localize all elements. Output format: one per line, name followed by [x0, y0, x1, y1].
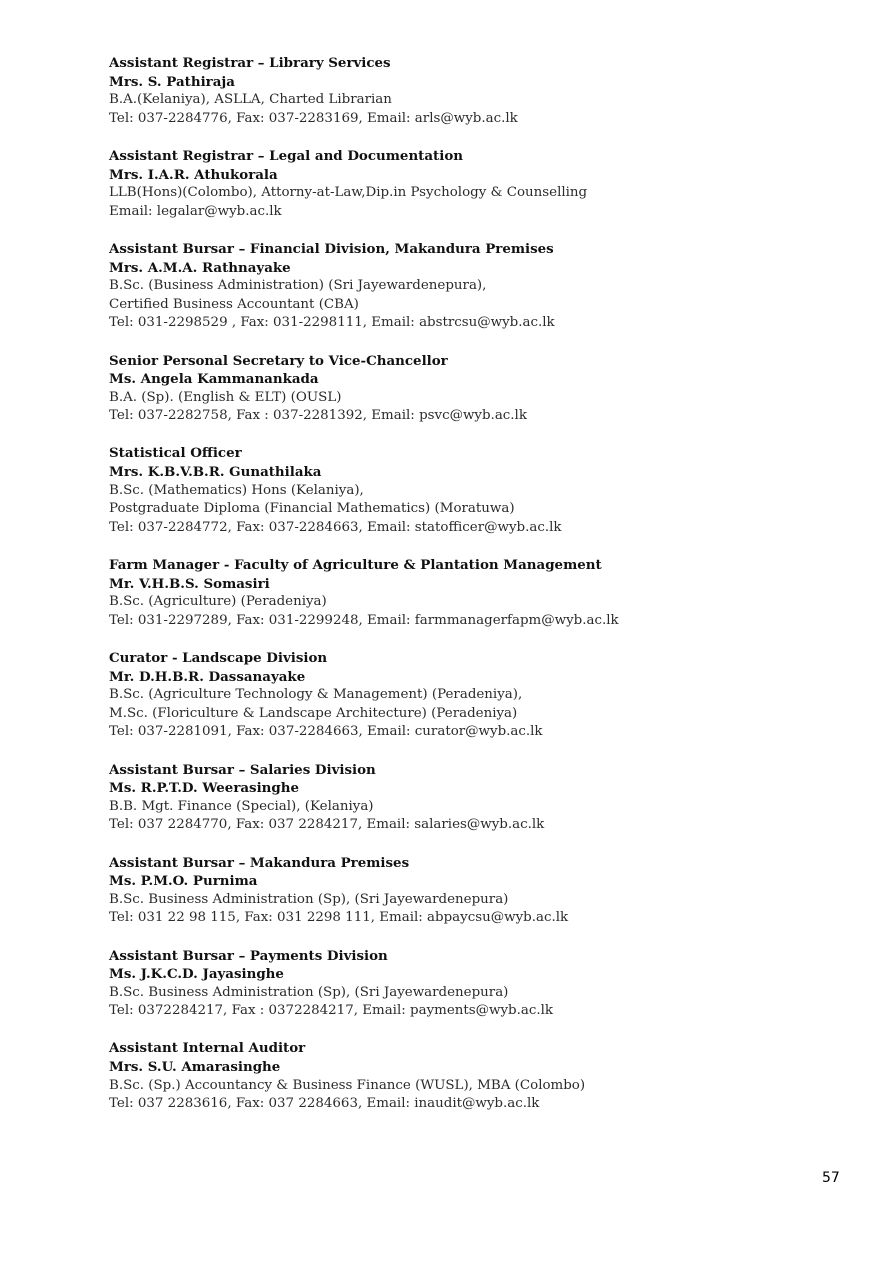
page-number: 57: [822, 1170, 840, 1186]
staff-entry: [109, 444, 829, 537]
qualification-line: B.Sc. Business Administration (Sp), (Sri Jayewardenepura): [109, 891, 509, 907]
position-title: Farm Manager - Faculty of Agriculture & Plantation Management: [109, 557, 602, 574]
staff-directory: [109, 54, 829, 1132]
staff-name: Mr. V.H.B.S. Somasiri: [109, 575, 270, 592]
qualification-line: B.A. (Sp). (English & ELT) (OUSL): [109, 389, 342, 405]
contact-line: Tel: 037-2284776, Fax: 037-2283169, Email: arls@wyb.ac.lk: [109, 110, 518, 126]
staff-name: Mrs. K.B.V.B.R. Gunathilaka: [109, 464, 322, 481]
qualification-line: B.Sc. (Sp.) Accountancy & Business Finance (WUSL), MBA (Colombo): [109, 1077, 586, 1093]
position-title: Assistant Registrar – Legal and Documentation: [109, 147, 463, 164]
contact-line: Tel: 031-2298529 , Fax: 031-2298111, Email: abstrcsu@wyb.ac.lk: [109, 315, 555, 331]
position-title: Assistant Bursar – Makandura Premises: [109, 854, 410, 871]
qualification-line: B.Sc. (Agriculture) (Peradeniya): [109, 594, 327, 610]
position-title: Senior Personal Secretary to Vice-Chancellor: [109, 352, 448, 369]
qualification-line: B.Sc. Business Administration (Sp), (Sri Jayewardenepura): [109, 984, 509, 1000]
staff-entry: [109, 649, 829, 742]
contact-line: Tel: 037 2283616, Fax: 037 2284663, Email: inaudit@wyb.ac.lk: [109, 1096, 540, 1112]
staff-name: Mrs. A.M.A. Rathnayake: [109, 259, 291, 276]
staff-entry: [109, 761, 829, 835]
staff-name: Ms. J.K.C.D. Jayasinghe: [109, 966, 284, 983]
contact-line: Tel: 037-2281091, Fax: 037-2284663, Email: curator@wyb.ac.lk: [109, 724, 543, 740]
staff-name: Ms. P.M.O. Purnima: [109, 873, 258, 890]
staff-name: Ms. Angela Kammanankada: [109, 371, 319, 388]
staff-entry: [109, 947, 829, 1021]
position-title: Statistical Officer: [109, 445, 242, 462]
staff-entry: [109, 352, 829, 426]
staff-entry: [109, 240, 829, 333]
contact-line: Tel: 0372284217, Fax : 0372284217, Email: payments@wyb.ac.lk: [109, 1003, 554, 1019]
contact-line: Email: legalar@wyb.ac.lk: [109, 203, 282, 219]
contact-line: Tel: 031 22 98 115, Fax: 031 2298 111, Email: abpaycsu@wyb.ac.lk: [109, 910, 569, 926]
staff-name: Mrs. S.U. Amarasinghe: [109, 1059, 281, 1076]
staff-name: Mrs. I.A.R. Athukorala: [109, 166, 278, 183]
contact-line: Tel: 031-2297289, Fax: 031-2299248, Email: farmmanagerfapm@wyb.ac.lk: [109, 612, 619, 628]
contact-line: Tel: 037-2282758, Fax : 037-2281392, Email: psvc@wyb.ac.lk: [109, 408, 527, 424]
qualification-line: B.B. Mgt. Finance (Special), (Kelaniya): [109, 798, 374, 814]
qualification-line: B.Sc. (Mathematics) Hons (Kelaniya),: [109, 482, 364, 498]
contact-line: Tel: 037-2284772, Fax: 037-2284663, Email: statofficer@wyb.ac.lk: [109, 519, 562, 535]
staff-name: Ms. R.P.T.D. Weerasinghe: [109, 780, 300, 797]
position-title: Assistant Bursar – Salaries Division: [109, 761, 376, 778]
staff-name: Mr. D.H.B.R. Dassanayake: [109, 668, 306, 685]
position-title: Assistant Bursar – Financial Division, Makandura Premises: [109, 240, 554, 257]
position-title: Curator - Landscape Division: [109, 650, 328, 666]
staff-entry: [109, 1039, 829, 1113]
qualification-line: Postgraduate Diploma (Financial Mathematics) (Moratuwa): [109, 501, 515, 517]
staff-entry: [109, 54, 829, 128]
position-title: Assistant Bursar – Payments Division: [109, 947, 388, 964]
position-title: Assistant Registrar – Library Services: [109, 55, 391, 71]
position-title: Assistant Internal Auditor: [109, 1040, 306, 1057]
qualification-line: Certified Business Accountant (CBA): [109, 296, 359, 312]
staff-entry: [109, 854, 829, 928]
qualification-line: B.A.(Kelaniya), ASLLA, Charted Librarian: [109, 92, 392, 108]
staff-entry: [109, 556, 829, 630]
staff-entry: [109, 147, 829, 221]
qualification-line: B.Sc. (Business Administration) (Sri Jayewardenepura),: [109, 278, 487, 294]
qualification-line: B.Sc. (Agriculture Technology & Management) (Peradeniya),: [109, 687, 523, 703]
qualification-line: M.Sc. (Floriculture & Landscape Architecture) (Peradeniya): [109, 705, 518, 721]
staff-name: Mrs. S. Pathiraja: [109, 73, 235, 90]
contact-line: Tel: 037 2284770, Fax: 037 2284217, Email: salaries@wyb.ac.lk: [109, 817, 545, 833]
qualification-line: LLB(Hons)(Colombo), Attorny-at-Law,Dip.in Psychology & Counselling: [109, 185, 588, 201]
